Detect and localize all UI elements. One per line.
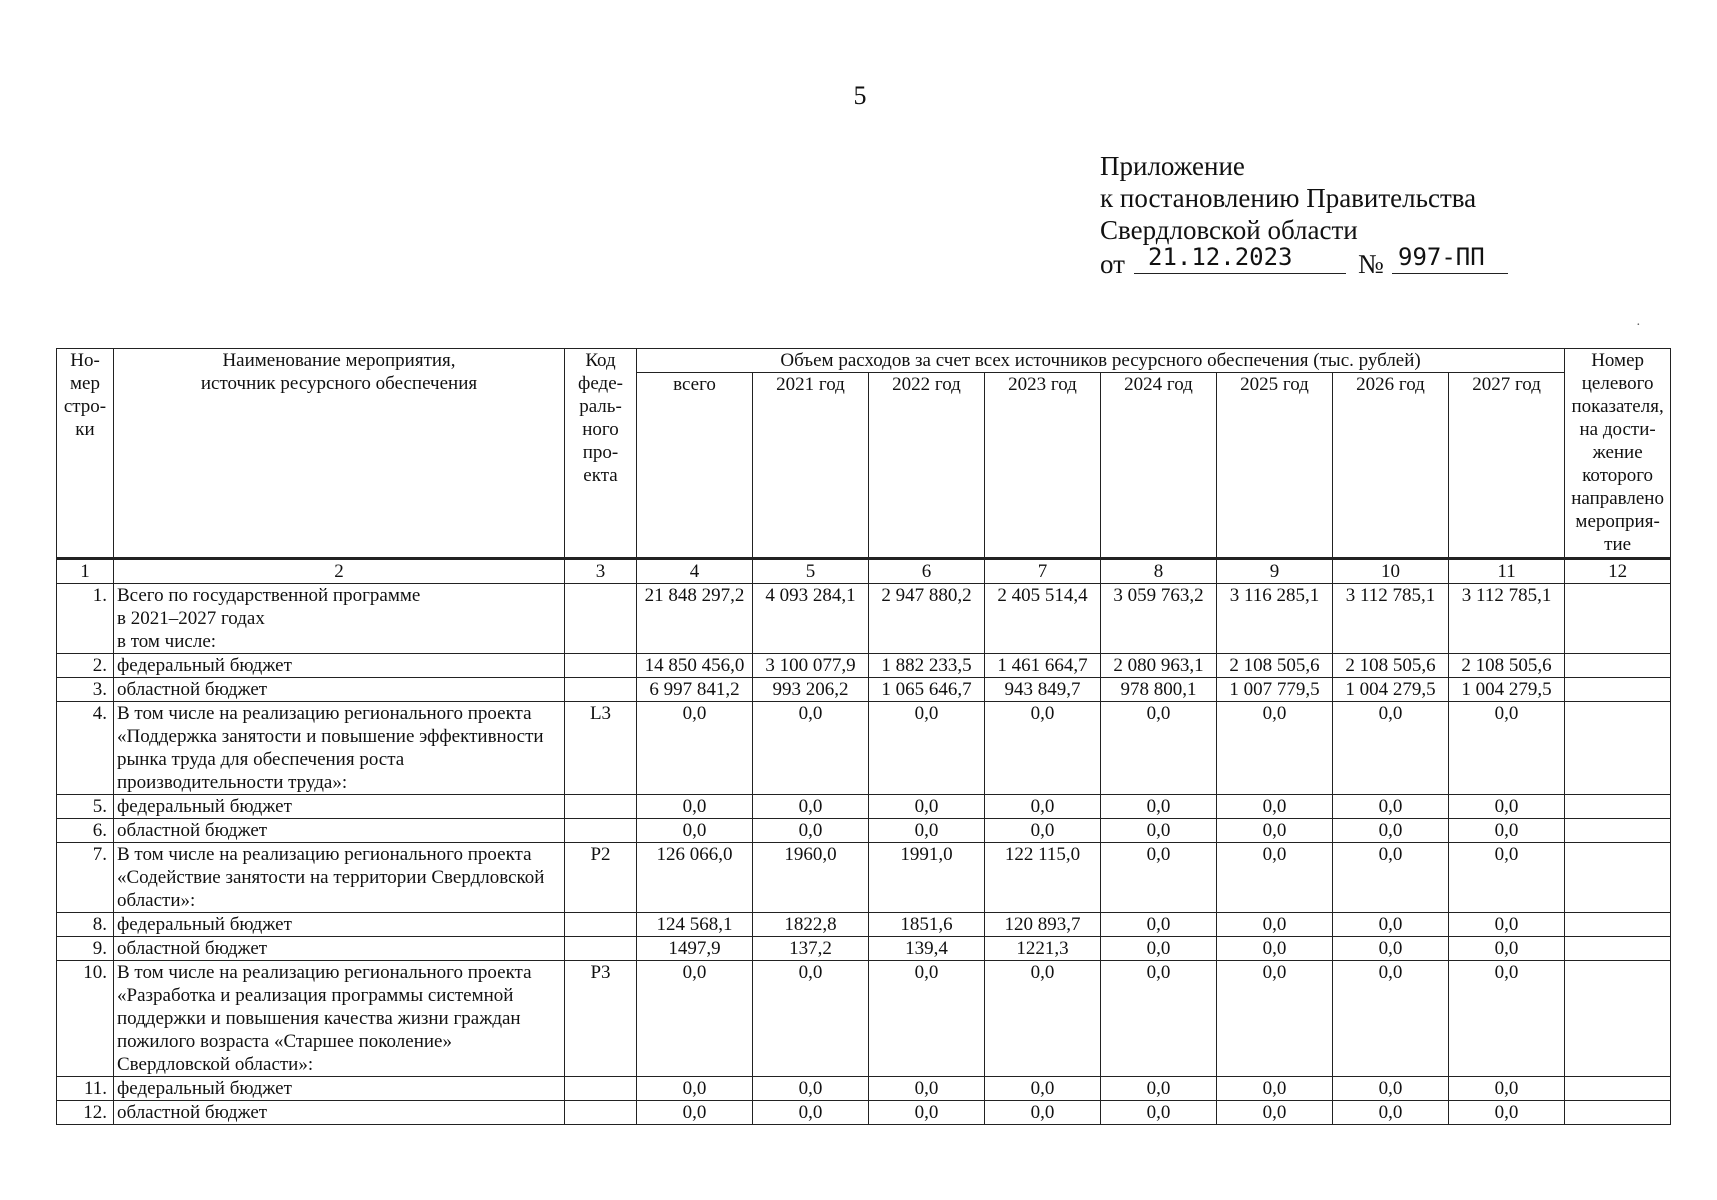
- table-row: [57, 678, 1671, 702]
- row-year-value-cell: 0,0: [985, 819, 1101, 843]
- row-year-value-cell: 0,0: [1449, 937, 1565, 961]
- row-year-value-cell: 139,4: [869, 937, 985, 961]
- row-year-value-cell: 0,0: [1101, 702, 1217, 795]
- row-year-value-cell: 2 108 505,6: [1333, 654, 1449, 678]
- row-number-cell: 5.: [57, 795, 114, 819]
- row-year-value-cell: 1 007 779,5: [1217, 678, 1333, 702]
- row-year-value-cell: 0,0: [869, 702, 985, 795]
- header-code: Код феде- раль- ного про- екта: [565, 349, 637, 559]
- row-year-value-cell: 0,0: [1101, 937, 1217, 961]
- row-year-value-cell: 0,0: [1217, 795, 1333, 819]
- column-number: 6: [869, 559, 985, 584]
- row-year-value-cell: 0,0: [869, 1101, 985, 1125]
- header-target: Номер целевого показателя, на дости- жение которого направлено мероприя- тие: [1565, 349, 1671, 559]
- row-year-value-cell: 0,0: [1101, 961, 1217, 1077]
- scan-speck: ·: [1636, 318, 1641, 333]
- table-row: [57, 819, 1671, 843]
- column-number: 5: [753, 559, 869, 584]
- row-year-value-cell: 0,0: [985, 1077, 1101, 1101]
- column-number: 12: [1565, 559, 1671, 584]
- row-target-cell: [1565, 913, 1671, 937]
- row-year-value-cell: 2 108 505,6: [1449, 654, 1565, 678]
- row-number-cell: 12.: [57, 1101, 114, 1125]
- table-row: [57, 843, 1671, 913]
- row-year-value-cell: 0,0: [869, 819, 985, 843]
- column-number: 10: [1333, 559, 1449, 584]
- row-year-value-cell: 2 080 963,1: [1101, 654, 1217, 678]
- table-row: [57, 1101, 1671, 1125]
- row-year-value-cell: 3 112 785,1: [1333, 584, 1449, 654]
- row-code-cell: [565, 1077, 637, 1101]
- row-year-value-cell: 0,0: [1449, 1101, 1565, 1125]
- row-year-value-cell: 0,0: [753, 1101, 869, 1125]
- row-total-cell: 124 568,1: [637, 913, 753, 937]
- row-total-cell: 0,0: [637, 1077, 753, 1101]
- row-year-value-cell: 1991,0: [869, 843, 985, 913]
- row-name-cell: федеральный бюджет: [114, 795, 565, 819]
- column-number: 11: [1449, 559, 1565, 584]
- header-name: Наименование мероприятия, источник ресурсного обеспечения: [114, 349, 565, 559]
- row-year-value-cell: 0,0: [753, 795, 869, 819]
- row-year-value-cell: 0,0: [1101, 843, 1217, 913]
- row-year-value-cell: 0,0: [1217, 937, 1333, 961]
- header-volume-group: Объем расходов за счет всех источников ресурсного обеспечения (тыс. рублей): [637, 349, 1565, 373]
- row-code-cell: [565, 1101, 637, 1125]
- row-year-value-cell: 4 093 284,1: [753, 584, 869, 654]
- row-year-value-cell: 0,0: [1333, 961, 1449, 1077]
- row-code-cell: [565, 913, 637, 937]
- row-name-cell: Всего по государственной программе в 2021–2027 годах в том числе:: [114, 584, 565, 654]
- date-value: 21.12.2023: [1134, 242, 1346, 274]
- row-name-cell: областной бюджет: [114, 819, 565, 843]
- table-row: [57, 584, 1671, 654]
- row-year-value-cell: 0,0: [1333, 1101, 1449, 1125]
- row-year-value-cell: 3 116 285,1: [1217, 584, 1333, 654]
- row-target-cell: [1565, 961, 1671, 1077]
- row-year-value-cell: 0,0: [753, 819, 869, 843]
- table-row: [57, 961, 1671, 1077]
- header-total: всего: [637, 373, 753, 559]
- row-year-value-cell: 0,0: [1101, 795, 1217, 819]
- row-total-cell: 21 848 297,2: [637, 584, 753, 654]
- row-year-value-cell: 0,0: [1449, 819, 1565, 843]
- row-year-value-cell: 1822,8: [753, 913, 869, 937]
- row-code-cell: [565, 654, 637, 678]
- column-number: 1: [57, 559, 114, 584]
- table-row: [57, 1077, 1671, 1101]
- table-body: [57, 584, 1671, 1125]
- column-number: 8: [1101, 559, 1217, 584]
- row-year-value-cell: 0,0: [1333, 937, 1449, 961]
- row-target-cell: [1565, 1077, 1671, 1101]
- column-number: 7: [985, 559, 1101, 584]
- row-year-value-cell: 0,0: [1101, 819, 1217, 843]
- row-total-cell: 14 850 456,0: [637, 654, 753, 678]
- row-year-value-cell: 0,0: [753, 702, 869, 795]
- row-year-value-cell: 0,0: [1333, 702, 1449, 795]
- row-number-cell: 2.: [57, 654, 114, 678]
- row-year-value-cell: 0,0: [1449, 913, 1565, 937]
- row-name-cell: В том числе на реализацию регионального проекта «Поддержка занятости и повышение эффективности рынка труда для обеспечения роста производительности труда»:: [114, 702, 565, 795]
- row-year-value-cell: 3 100 077,9: [753, 654, 869, 678]
- row-total-cell: 1497,9: [637, 937, 753, 961]
- expenditure-table: [56, 348, 1671, 1125]
- row-code-cell: [565, 795, 637, 819]
- row-year-value-cell: 0,0: [1449, 1077, 1565, 1101]
- row-name-cell: федеральный бюджет: [114, 1077, 565, 1101]
- row-total-cell: 0,0: [637, 819, 753, 843]
- row-year-value-cell: 3 112 785,1: [1449, 584, 1565, 654]
- row-code-cell: [565, 678, 637, 702]
- row-year-value-cell: 993 206,2: [753, 678, 869, 702]
- row-name-cell: федеральный бюджет: [114, 913, 565, 937]
- row-year-value-cell: 1 004 279,5: [1449, 678, 1565, 702]
- row-total-cell: 0,0: [637, 795, 753, 819]
- row-target-cell: [1565, 937, 1671, 961]
- row-code-cell: P3: [565, 961, 637, 1077]
- appendix-header: [1100, 150, 1660, 282]
- row-year-value-cell: 0,0: [985, 702, 1101, 795]
- row-name-cell: областной бюджет: [114, 1101, 565, 1125]
- row-target-cell: [1565, 795, 1671, 819]
- row-code-cell: L3: [565, 702, 637, 795]
- row-code-cell: P2: [565, 843, 637, 913]
- row-year-value-cell: 0,0: [1217, 702, 1333, 795]
- row-target-cell: [1565, 654, 1671, 678]
- row-number-cell: 7.: [57, 843, 114, 913]
- row-total-cell: 0,0: [637, 1101, 753, 1125]
- date-number-line: [1100, 243, 1660, 282]
- row-year-value-cell: 0,0: [1217, 1077, 1333, 1101]
- row-year-value-cell: 0,0: [1449, 702, 1565, 795]
- row-year-value-cell: 1 065 646,7: [869, 678, 985, 702]
- column-number: 2: [114, 559, 565, 584]
- row-year-value-cell: 978 800,1: [1101, 678, 1217, 702]
- table-row: [57, 702, 1671, 795]
- date-label: от: [1100, 249, 1125, 279]
- table-row: [57, 654, 1671, 678]
- row-target-cell: [1565, 819, 1671, 843]
- row-total-cell: 126 066,0: [637, 843, 753, 913]
- row-number-cell: 1.: [57, 584, 114, 654]
- row-year-value-cell: 0,0: [869, 961, 985, 1077]
- number-label: №: [1358, 249, 1384, 279]
- row-year-value-cell: 0,0: [985, 1101, 1101, 1125]
- header-year: 2027 год: [1449, 373, 1565, 559]
- row-year-value-cell: 0,0: [869, 795, 985, 819]
- row-number-cell: 10.: [57, 961, 114, 1077]
- row-number-cell: 6.: [57, 819, 114, 843]
- row-target-cell: [1565, 1101, 1671, 1125]
- row-target-cell: [1565, 584, 1671, 654]
- row-number-cell: 3.: [57, 678, 114, 702]
- row-year-value-cell: 1 461 664,7: [985, 654, 1101, 678]
- row-year-value-cell: 1960,0: [753, 843, 869, 913]
- row-year-value-cell: 1851,6: [869, 913, 985, 937]
- row-year-value-cell: 0,0: [1217, 913, 1333, 937]
- column-number: 4: [637, 559, 753, 584]
- table-row: [57, 795, 1671, 819]
- row-year-value-cell: 0,0: [869, 1077, 985, 1101]
- header-year: 2022 год: [869, 373, 985, 559]
- column-number: 9: [1217, 559, 1333, 584]
- row-total-cell: 0,0: [637, 961, 753, 1077]
- row-name-cell: областной бюджет: [114, 678, 565, 702]
- row-year-value-cell: 0,0: [1449, 843, 1565, 913]
- row-year-value-cell: 2 108 505,6: [1217, 654, 1333, 678]
- row-number-cell: 8.: [57, 913, 114, 937]
- row-year-value-cell: 120 893,7: [985, 913, 1101, 937]
- row-year-value-cell: 1 004 279,5: [1333, 678, 1449, 702]
- row-year-value-cell: 0,0: [1449, 795, 1565, 819]
- header-year: 2026 год: [1333, 373, 1449, 559]
- page-number: 5: [853, 81, 867, 110]
- row-year-value-cell: 0,0: [1217, 1101, 1333, 1125]
- column-number: 3: [565, 559, 637, 584]
- row-year-value-cell: 0,0: [753, 961, 869, 1077]
- header-year: 2021 год: [753, 373, 869, 559]
- header-row-number: Но- мер стро- ки: [57, 349, 114, 559]
- row-name-cell: В том числе на реализацию регионального проекта «Разработка и реализация программы системной поддержки и повышения качества жизни граждан пожилого возраста «Старшее поколение» Свердловской области»:: [114, 961, 565, 1077]
- row-year-value-cell: 0,0: [1217, 819, 1333, 843]
- row-name-cell: федеральный бюджет: [114, 654, 565, 678]
- table-row: [57, 937, 1671, 961]
- row-year-value-cell: 0,0: [1333, 795, 1449, 819]
- header-year: 2024 год: [1101, 373, 1217, 559]
- row-year-value-cell: 0,0: [1101, 913, 1217, 937]
- row-code-cell: [565, 819, 637, 843]
- header-year: 2025 год: [1217, 373, 1333, 559]
- row-number-cell: 4.: [57, 702, 114, 795]
- table-row: [57, 913, 1671, 937]
- row-target-cell: [1565, 678, 1671, 702]
- row-year-value-cell: 0,0: [1217, 843, 1333, 913]
- row-year-value-cell: 2 405 514,4: [985, 584, 1101, 654]
- row-total-cell: 6 997 841,2: [637, 678, 753, 702]
- row-code-cell: [565, 584, 637, 654]
- row-name-cell: областной бюджет: [114, 937, 565, 961]
- row-year-value-cell: 1 882 233,5: [869, 654, 985, 678]
- row-target-cell: [1565, 843, 1671, 913]
- row-year-value-cell: 0,0: [985, 795, 1101, 819]
- row-year-value-cell: 0,0: [1333, 1077, 1449, 1101]
- row-year-value-cell: 0,0: [1101, 1101, 1217, 1125]
- row-year-value-cell: 0,0: [1101, 1077, 1217, 1101]
- number-value: 997-ПП: [1392, 242, 1508, 274]
- row-year-value-cell: 0,0: [985, 961, 1101, 1077]
- row-year-value-cell: 122 115,0: [985, 843, 1101, 913]
- row-number-cell: 11.: [57, 1077, 114, 1101]
- row-year-value-cell: 3 059 763,2: [1101, 584, 1217, 654]
- row-code-cell: [565, 937, 637, 961]
- appendix-title: Приложение: [1100, 151, 1245, 181]
- row-year-value-cell: 0,0: [1217, 961, 1333, 1077]
- row-year-value-cell: 0,0: [1333, 913, 1449, 937]
- row-name-cell: В том числе на реализацию регионального проекта «Содействие занятости на территории Свердловской области»:: [114, 843, 565, 913]
- row-year-value-cell: 0,0: [1333, 843, 1449, 913]
- row-year-value-cell: 137,2: [753, 937, 869, 961]
- appendix-line-resolution: к постановлению Правительства: [1100, 183, 1477, 213]
- row-total-cell: 0,0: [637, 702, 753, 795]
- header-year: 2023 год: [985, 373, 1101, 559]
- row-year-value-cell: 943 849,7: [985, 678, 1101, 702]
- row-target-cell: [1565, 702, 1671, 795]
- row-year-value-cell: 0,0: [1333, 819, 1449, 843]
- row-year-value-cell: 2 947 880,2: [869, 584, 985, 654]
- row-year-value-cell: 0,0: [753, 1077, 869, 1101]
- row-year-value-cell: 0,0: [1449, 961, 1565, 1077]
- row-number-cell: 9.: [57, 937, 114, 961]
- row-year-value-cell: 1221,3: [985, 937, 1101, 961]
- appendix-line-region: Свердловской области: [1100, 215, 1358, 245]
